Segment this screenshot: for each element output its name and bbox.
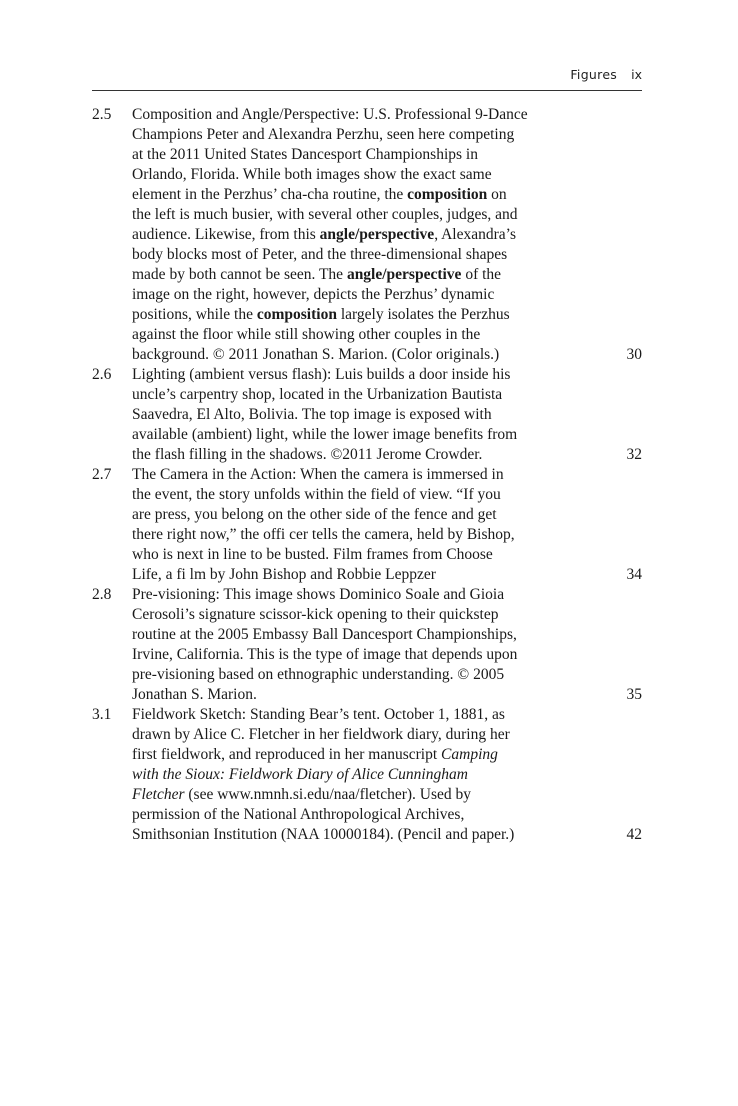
figure-caption bbox=[132, 365, 590, 465]
figure-page-number: 34 bbox=[626, 566, 642, 583]
figure-number: 2.5 bbox=[92, 106, 112, 123]
caption-line: pre-visioning based on ethnographic understanding. © 2005 bbox=[132, 666, 505, 683]
figure-number: 2.6 bbox=[92, 366, 112, 383]
bold-term: composition bbox=[256, 306, 337, 323]
figure-page-number: 35 bbox=[626, 686, 642, 703]
header-right bbox=[570, 67, 642, 82]
figure-entry bbox=[92, 365, 642, 465]
section-title: Figures bbox=[570, 67, 618, 82]
figure-page-number: 30 bbox=[626, 346, 642, 363]
figure-entry bbox=[92, 705, 642, 845]
figure-number: 2.8 bbox=[92, 586, 112, 603]
italic-title: Fletcher bbox=[132, 786, 185, 803]
caption-line: Orlando, Florida. While both images show the exact same bbox=[132, 166, 492, 183]
figure-list bbox=[92, 105, 642, 845]
caption-line: Fieldwork Sketch: Standing Bear’s tent. October 1, 1881, as bbox=[132, 706, 505, 723]
caption-line: Pre-visioning: This image shows Dominico Soale and Gioia bbox=[132, 586, 505, 603]
bold-term: angle/perspective bbox=[319, 226, 435, 243]
caption-line: Cerosoli’s signature scissor-kick opening to their quickstep bbox=[132, 606, 499, 623]
page-number: ix bbox=[631, 67, 642, 82]
caption-line: Irvine, California. This is the type of image that depends upon bbox=[132, 646, 518, 663]
caption-line: routine at the 2005 Embassy Ball Dancesport Championships, bbox=[132, 626, 517, 643]
caption-line: Champions Peter and Alexandra Perzhu, seen here competing bbox=[132, 126, 515, 143]
caption-line: against the floor while still showing other couples in the bbox=[132, 326, 481, 343]
caption-line: who is next in line to be busted. Film frames from Choose bbox=[132, 546, 493, 563]
caption-line: available (ambient) light, while the lower image benefits from bbox=[132, 426, 518, 443]
caption-line: background. © 2011 Jonathan S. Marion. (Color originals.) bbox=[132, 346, 500, 363]
caption-line: the event, the story unfolds within the field of view. “If you bbox=[132, 486, 501, 503]
figure-caption bbox=[132, 585, 590, 705]
figure-number: 2.7 bbox=[92, 466, 112, 483]
caption-line: are press, you belong on the other side of the fence and get bbox=[132, 506, 497, 523]
caption-line: the flash filling in the shadows. ©2011 Jerome Crowder. bbox=[132, 446, 483, 463]
caption-line: audience. Likewise, from this angle/perspective, Alexandra’s bbox=[132, 226, 516, 243]
caption-line: image on the right, however, depicts the Perzhus’ dynamic bbox=[132, 286, 495, 303]
caption-line bbox=[132, 765, 590, 785]
caption-line: The Camera in the Action: When the camera is immersed in bbox=[132, 466, 504, 483]
bold-term: angle/perspective bbox=[346, 266, 462, 283]
italic-title: Camping bbox=[441, 746, 498, 763]
italic-title: with the Sioux: Fieldwork Diary of Alice Cunningham bbox=[132, 766, 468, 783]
caption-line: body blocks most of Peter, and the three-dimensional shapes bbox=[132, 246, 508, 263]
figure-number: 3.1 bbox=[92, 706, 112, 723]
caption-line: Life, a fi lm by John Bishop and Robbie Leppzer bbox=[132, 566, 436, 583]
caption-line: Jonathan S. Marion. bbox=[132, 686, 257, 703]
caption-line: at the 2011 United States Dancesport Championships in bbox=[132, 146, 478, 163]
caption-line: Saavedra, El Alto, Bolivia. The top image is exposed with bbox=[132, 406, 492, 423]
caption-line: drawn by Alice C. Fletcher in her fieldwork diary, during her bbox=[132, 726, 510, 743]
figure-page-number: 32 bbox=[626, 446, 642, 463]
running-header bbox=[92, 66, 642, 91]
caption-line: element in the Perzhus’ cha-cha routine, the composition on bbox=[132, 186, 507, 203]
caption-line: Smithsonian Institution (NAA 10000184). (Pencil and paper.) bbox=[132, 826, 515, 843]
figure-page-number: 42 bbox=[626, 826, 642, 843]
figure-entry bbox=[92, 585, 642, 705]
caption-line: uncle’s carpentry shop, located in the Urbanization Bautista bbox=[132, 386, 503, 403]
caption-line: Composition and Angle/Perspective: U.S. Professional 9-Dance bbox=[132, 106, 528, 123]
caption-line: the left is much busier, with several other couples, judges, and bbox=[132, 206, 518, 223]
caption-line: Fletcher (see www.nmnh.si.edu/naa/fletcher). Used by bbox=[132, 786, 472, 803]
caption-line: first fieldwork, and reproduced in her manuscript Camping bbox=[132, 746, 498, 763]
figure-caption bbox=[132, 705, 590, 845]
figure-caption bbox=[132, 105, 590, 365]
figure-caption bbox=[132, 465, 590, 585]
bold-term: composition bbox=[407, 186, 488, 203]
caption-line: permission of the National Anthropological Archives, bbox=[132, 806, 465, 823]
caption-line: made by both cannot be seen. The angle/perspective of the bbox=[132, 266, 502, 283]
caption-line: there right now,” the offi cer tells the camera, held by Bishop, bbox=[132, 526, 515, 543]
caption-line: Lighting (ambient versus flash): Luis builds a door inside his bbox=[132, 366, 511, 383]
figure-entry bbox=[92, 465, 642, 585]
caption-line: positions, while the composition largely isolates the Perzhus bbox=[132, 306, 510, 323]
figure-entry bbox=[92, 105, 642, 365]
